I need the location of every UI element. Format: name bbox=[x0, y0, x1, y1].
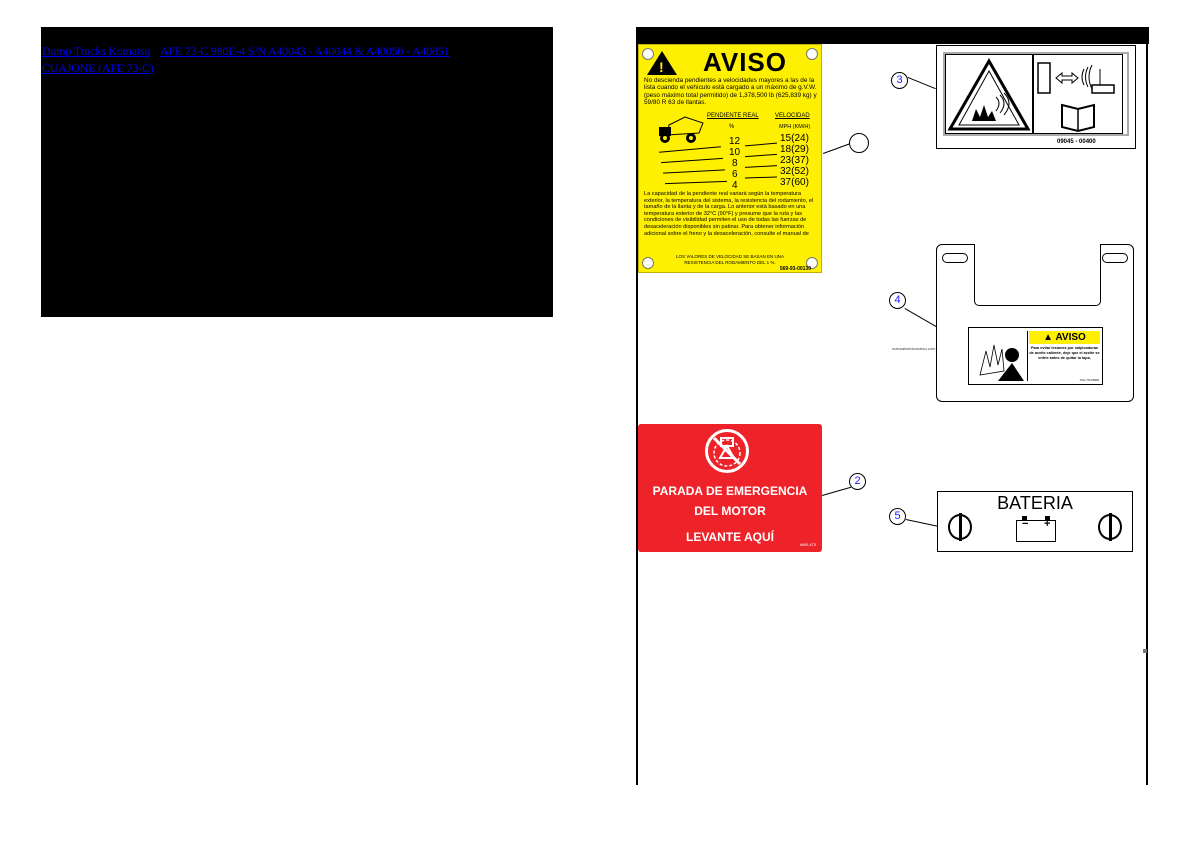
hot-oil-spray-icon bbox=[972, 331, 1028, 381]
slope-line bbox=[659, 146, 721, 152]
slope-line bbox=[745, 176, 777, 178]
callout-3: 3 bbox=[891, 72, 908, 89]
label-part-code: 09045 - 00400 bbox=[1057, 139, 1096, 145]
grade-value: 4 bbox=[732, 180, 738, 191]
radio-blasting-warning-label bbox=[936, 45, 1136, 149]
slope-line bbox=[663, 169, 725, 173]
emergency-part-code: W80-473 bbox=[799, 542, 816, 547]
speed-value: 18(29) bbox=[780, 144, 809, 155]
decal-text: Para evitar lesiones por salpicaduras de aceite caliente, deje que el aceite se enfríe antes de quitar la tapa. bbox=[1029, 346, 1100, 360]
slope-line bbox=[665, 181, 727, 184]
battery-label bbox=[937, 491, 1133, 552]
mount-slot bbox=[942, 253, 968, 263]
label-right-panel bbox=[1033, 54, 1123, 134]
emergency-line-3: LEVANTE AQUÍ bbox=[685, 530, 774, 544]
dump-truck-icon bbox=[655, 115, 707, 145]
grade-value: 10 bbox=[729, 147, 741, 158]
hot-oil-aviso-decal bbox=[968, 327, 1103, 385]
slope-line bbox=[745, 154, 777, 157]
breadcrumb-link-model-serial[interactable]: AFE 73-C 980E-4 S/N A40043 - A40044 & A40050 - A40051 bbox=[160, 44, 450, 58]
emergency-line-2: DEL MOTOR bbox=[694, 504, 766, 518]
callout-4: 4 bbox=[889, 292, 906, 309]
grade-value: 6 bbox=[732, 169, 738, 180]
breadcrumb-link-cuajone[interactable]: CUAJONE (AFE 73-C) bbox=[42, 61, 154, 75]
radio-transmitter-and-manual-icon bbox=[1034, 55, 1122, 133]
speed-value: 15(24) bbox=[780, 133, 809, 144]
speed-unit: MPH (KM/H) bbox=[779, 124, 811, 130]
label-left-panel bbox=[945, 54, 1033, 134]
aviso-body: La capacidad de la pendiente real variará según la temperatura exterior, la temperatura del sistema, la resistencia del rodamiento, el tamaño de la llanta y de la carga. Lo anterior está basado en una temperatura exterior de 32°C (90°F) y presume que la ruta y las condiciones de visibilidad permiten el uso de todas las fuerzas de desaceleración disponibles sin patinar. Para obtener información adicional sobre el freno y la desaceleración, consulte el manual de bbox=[644, 191, 814, 237]
grade-value: 8 bbox=[732, 158, 738, 169]
callout-1 bbox=[849, 133, 869, 153]
speed-value: 23(37) bbox=[780, 155, 809, 166]
grade-value: 12 bbox=[729, 136, 741, 147]
breadcrumb-link-dump-trucks[interactable]: Dump Trucks Komatsu bbox=[42, 44, 151, 58]
aviso-footer: LOS VALORES DE VELOCIDAD SE BASAN EN UNA RESISTENCIA DEL RODAMIENTO DEL 1 %. bbox=[676, 254, 784, 265]
emergency-stop-label bbox=[638, 424, 822, 552]
bolt-hole-icon bbox=[1098, 514, 1122, 540]
exclamation-icon: ! bbox=[659, 59, 664, 75]
decal-code: XXL-75-03005 bbox=[1079, 378, 1099, 382]
slope-line bbox=[745, 143, 777, 147]
aviso-title: AVISO bbox=[703, 47, 787, 77]
slope-line bbox=[661, 158, 723, 163]
engine-stop-prohibited-icon bbox=[705, 429, 749, 473]
emergency-line-1: PARADA DE EMERGENCIA bbox=[652, 484, 808, 498]
col-grade-header: PENDIENTE REAL bbox=[707, 113, 759, 119]
callout-5: 5 bbox=[889, 508, 906, 525]
bracket-plate bbox=[936, 244, 1134, 402]
col-speed-header: VELOCIDAD bbox=[775, 113, 810, 119]
minus-sign: − bbox=[1022, 518, 1029, 530]
grade-unit: % bbox=[729, 124, 735, 130]
bracket-notch bbox=[974, 244, 1101, 306]
callout-2: 2 bbox=[849, 473, 866, 490]
mount-slot bbox=[1102, 253, 1128, 263]
plus-sign: + bbox=[1044, 518, 1051, 530]
battery-title: BATERIA bbox=[997, 493, 1073, 513]
warning-triangle-icon: ▲ bbox=[1043, 332, 1056, 343]
speed-value: 37(60) bbox=[780, 177, 809, 188]
bolt-hole-icon bbox=[948, 514, 972, 540]
blasting-warning-triangle-icon bbox=[946, 55, 1032, 133]
slope-line bbox=[745, 165, 777, 168]
watermark-text: manualsdekomatsu.com bbox=[892, 346, 936, 351]
decal-aviso-title: ▲ AVISO bbox=[1029, 331, 1100, 344]
page-marker-icon bbox=[1143, 649, 1147, 653]
speed-value: 32(52) bbox=[780, 166, 809, 177]
page-header-bar bbox=[636, 27, 1149, 44]
aviso-speed-grade-label bbox=[638, 44, 822, 273]
aviso-intro: No descienda pendientes a velocidades mayores a las de la lista cuando el vehículo está cargado a un máximo de g.V.W. (peso máximo total permitido) de 1,378,500 lb (625,839 kg) y 59/80 R 63 de llantas. bbox=[644, 77, 817, 106]
aviso-part-code: 569-93-00130 bbox=[779, 266, 811, 272]
